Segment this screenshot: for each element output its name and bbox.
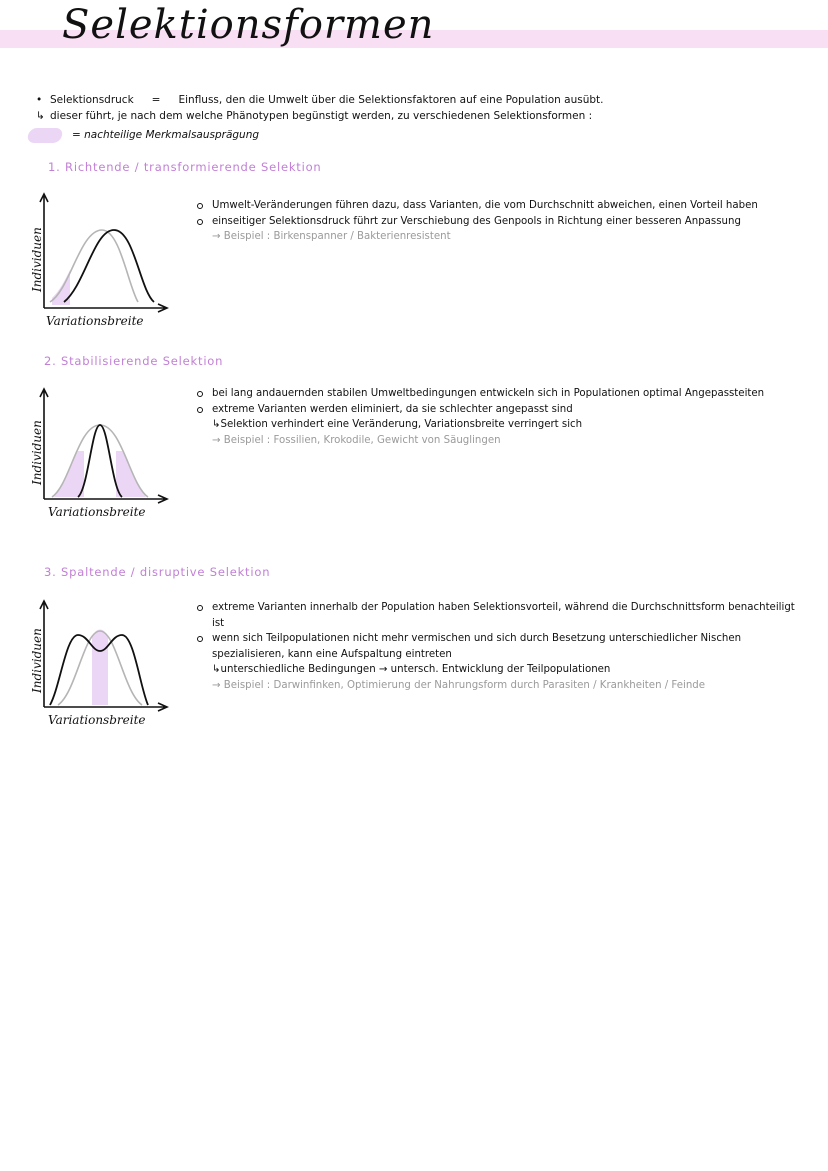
graph-disruptive — [30, 597, 180, 737]
graph-y-label: Individuen — [30, 420, 44, 485]
graph-stabilizing — [30, 385, 180, 525]
graph-directional-svg — [30, 190, 180, 330]
bullet-item: einseitiger Selektionsdruck führt zur Verschiebung des Genpools in Richtung einer besseren Anpassung — [196, 214, 786, 230]
intro-line-consequence — [36, 108, 603, 124]
section-bullets-stabilizing — [196, 386, 796, 448]
x-axis-arrow — [44, 304, 167, 312]
example-line: → Beispiel : Birkenspanner / Bakterienresistent — [196, 229, 786, 245]
sub-point: ↳ unterschiedliche Bedingungen → untersch. Entwicklung der Teilpopulationen — [196, 662, 808, 678]
graph-stabilizing-svg — [30, 385, 180, 525]
bullet-item: bei lang andauernden stabilen Umweltbedingungen entwickeln sich in Populationen optimal Angepassteiten — [196, 386, 796, 402]
page-title: Selektionsformen — [62, 2, 435, 48]
example-line: → Beispiel : Fossilien, Krokodile, Gewicht von Säuglingen — [196, 433, 796, 449]
intro — [36, 92, 603, 124]
bullet-item: wenn sich Teilpopulationen nicht mehr vermischen und sich durch Besetzung unterschiedlicher Nischen spezialisieren, kann eine Aufspaltung eintreten — [196, 631, 808, 662]
intro-line-definition — [36, 92, 603, 108]
bullet-item: Umwelt-Veränderungen führen dazu, dass Varianten, die vom Durchschnitt abweichen, einen Vorteil haben — [196, 198, 786, 214]
graph-y-label: Individuen — [30, 227, 44, 292]
bullet-dot-icon: • — [36, 94, 43, 106]
section-heading-directional: 1. Richtende / transformierende Selektion — [48, 160, 322, 174]
sub-arrow-icon: ↳ — [36, 110, 45, 122]
intro-definition: Einfluss, den die Umwelt über die Selektionsfaktoren auf eine Population ausübt. — [178, 94, 604, 106]
disadvantage-area-center — [92, 630, 108, 706]
graph-x-label: Variationsbreite — [46, 314, 144, 328]
graph-x-label: Variationsbreite — [48, 713, 146, 727]
intro-consequence-text: dieser führt, je nach dem welche Phänotypen begünstigt werden, zu verschiedenen Selektionsformen : — [50, 110, 593, 122]
intro-equals: = — [151, 94, 161, 106]
section-heading-stabilizing: 2. Stabilisierende Selektion — [44, 354, 224, 368]
bullet-item: extreme Varianten werden eliminiert, da sie schlechter angepasst sind — [196, 402, 796, 418]
section-bullets-directional — [196, 198, 786, 245]
legend-text: = nachteilige Merkmalsausprägung — [72, 129, 260, 141]
section-bullets-disruptive — [196, 600, 808, 694]
graph-y-label: Individuen — [30, 628, 44, 693]
graph-directional — [30, 190, 180, 330]
example-line: → Beispiel : Darwinfinken, Optimierung der Nahrungsform durch Parasiten / Krankheiten / Feinde — [196, 678, 808, 694]
shifted-curve — [64, 230, 154, 302]
graph-x-label: Variationsbreite — [48, 505, 146, 519]
bullet-item: extreme Varianten innerhalb der Population haben Selektionsvorteil, während die Durchschnittsform benachteiligt ist — [196, 600, 808, 631]
section-heading-disruptive: 3. Spaltende / disruptive Selektion — [44, 565, 271, 579]
sub-point: ↳ Selektion verhindert eine Veränderung, Variationsbreite verringert sich — [196, 417, 796, 433]
legend-swatch — [26, 128, 63, 143]
intro-term: Selektionsdruck — [50, 94, 134, 106]
